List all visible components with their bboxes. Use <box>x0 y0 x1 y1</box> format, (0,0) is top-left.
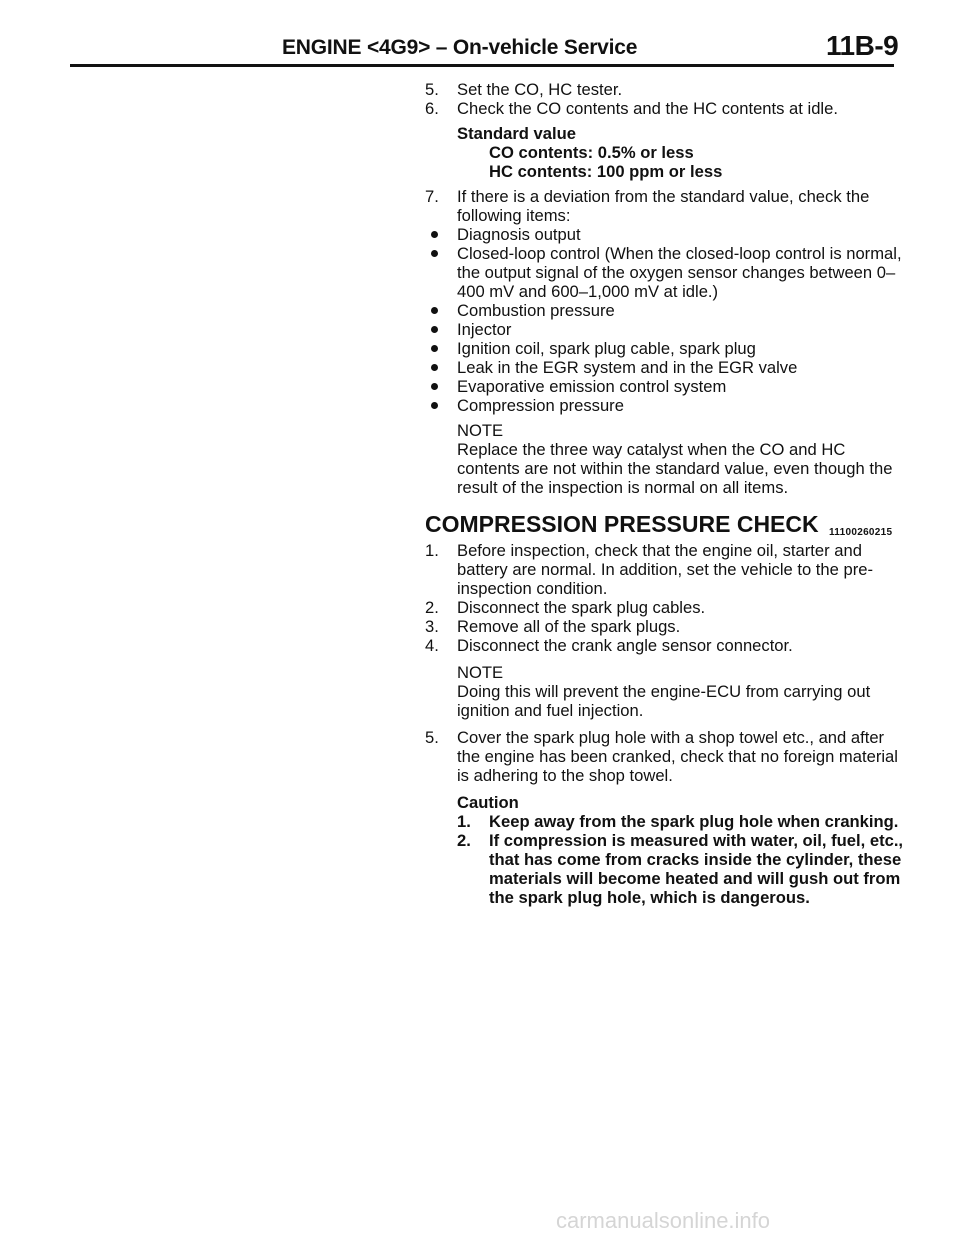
caution-label: Caution <box>457 793 519 812</box>
list-item-text: Ignition coil, spark plug cable, spark plug <box>457 339 756 358</box>
caution-text: Keep away from the spark plug hole when cranking. <box>489 812 899 831</box>
step-number: 5. <box>425 80 439 99</box>
step-number: 6. <box>425 99 439 118</box>
caution-number: 2. <box>457 831 471 850</box>
page-number: 11B-9 <box>826 30 899 61</box>
caution-number: 1. <box>457 812 471 831</box>
standard-value-block <box>425 124 905 181</box>
list-item <box>425 339 905 358</box>
page-header <box>0 30 960 70</box>
list-item <box>425 320 905 339</box>
list-item <box>425 396 905 415</box>
list-item-text: Combustion pressure <box>457 301 615 320</box>
bullet-icon <box>431 307 438 314</box>
step-text: Check the CO contents and the HC contents at idle. <box>457 99 838 118</box>
note-label: NOTE <box>457 663 504 682</box>
step-item <box>425 728 905 785</box>
standard-value-label: Standard value <box>457 124 576 143</box>
list-item <box>425 301 905 320</box>
caution-item <box>457 831 905 907</box>
step-item <box>425 541 905 598</box>
note-label: NOTE <box>457 421 504 440</box>
step-item <box>425 617 905 636</box>
section-title-text: COMPRESSION PRESSURE CHECK <box>425 511 819 537</box>
page-content <box>425 80 905 907</box>
standard-co-value: CO contents: 0.5% or less <box>489 143 694 162</box>
watermark-text: carmanualsonline.info <box>556 1208 771 1233</box>
step-item <box>425 80 905 99</box>
list-item-text: Compression pressure <box>457 396 624 415</box>
check-items-list <box>425 225 905 415</box>
list-item <box>425 225 905 244</box>
note-block <box>425 663 905 720</box>
bullet-icon <box>431 364 438 371</box>
caution-item <box>457 812 905 831</box>
step-number: 3. <box>425 617 439 636</box>
step-item <box>425 99 905 118</box>
bullet-icon <box>431 231 438 238</box>
list-item <box>425 244 905 301</box>
section-ref-code: 11100260215 <box>829 527 893 538</box>
list-item-text: Diagnosis output <box>457 225 581 244</box>
header-title: ENGINE <4G9> – On-vehicle Service <box>282 36 638 59</box>
step-text: Disconnect the crank angle sensor connector. <box>457 636 793 655</box>
step-number: 7. <box>425 187 439 206</box>
step-number: 4. <box>425 636 439 655</box>
step-item <box>425 598 905 617</box>
list-item <box>425 377 905 396</box>
list-item-text: Evaporative emission control system <box>457 377 727 396</box>
bullet-icon <box>431 402 438 409</box>
step-text: Disconnect the spark plug cables. <box>457 598 706 617</box>
bullet-icon <box>431 250 438 257</box>
header-rule <box>70 64 894 67</box>
list-item <box>425 358 905 377</box>
bullet-icon <box>431 383 438 390</box>
bullet-icon <box>431 345 438 352</box>
caution-block <box>425 793 905 907</box>
step-number: 5. <box>425 728 439 747</box>
step-text: Before inspection, check that the engine oil, starter and battery are normal. In addition, set the vehicle to the pre-inspection condition. <box>457 541 873 598</box>
step-item <box>425 187 905 225</box>
list-item-text: Injector <box>457 320 512 339</box>
step-number: 2. <box>425 598 439 617</box>
step-text: If there is a deviation from the standard value, check the following items: <box>457 187 870 225</box>
step-text: Remove all of the spark plugs. <box>457 617 681 636</box>
caution-text: If compression is measured with water, oil, fuel, etc., that has come from cracks inside the cylinder, these materials will become heated and will gush out from the spark plug hole, which is dangerous. <box>489 831 904 907</box>
step-text: Set the CO, HC tester. <box>457 80 623 99</box>
list-item-text: Leak in the EGR system and in the EGR valve <box>457 358 798 377</box>
section-title <box>425 511 905 537</box>
standard-hc-value: HC contents: 100 ppm or less <box>489 162 723 181</box>
note-block <box>425 421 905 497</box>
bullet-icon <box>431 326 438 333</box>
step-number: 1. <box>425 541 439 560</box>
note-text: Replace the three way catalyst when the CO and HC contents are not within the standard value, even though the result of the inspection is normal on all items. <box>457 440 893 497</box>
step-item <box>425 636 905 655</box>
list-item-text: Closed-loop control (When the closed-loop control is normal, the output signal of the oxygen sensor changes between 0–400 mV and 600–1,000 mV at idle.) <box>457 244 902 301</box>
note-text: Doing this will prevent the engine-ECU from carrying out ignition and fuel injection. <box>457 682 871 720</box>
step-text: Cover the spark plug hole with a shop towel etc., and after the engine has been cranked, check that no foreign material is adhering to the shop towel. <box>457 728 898 785</box>
